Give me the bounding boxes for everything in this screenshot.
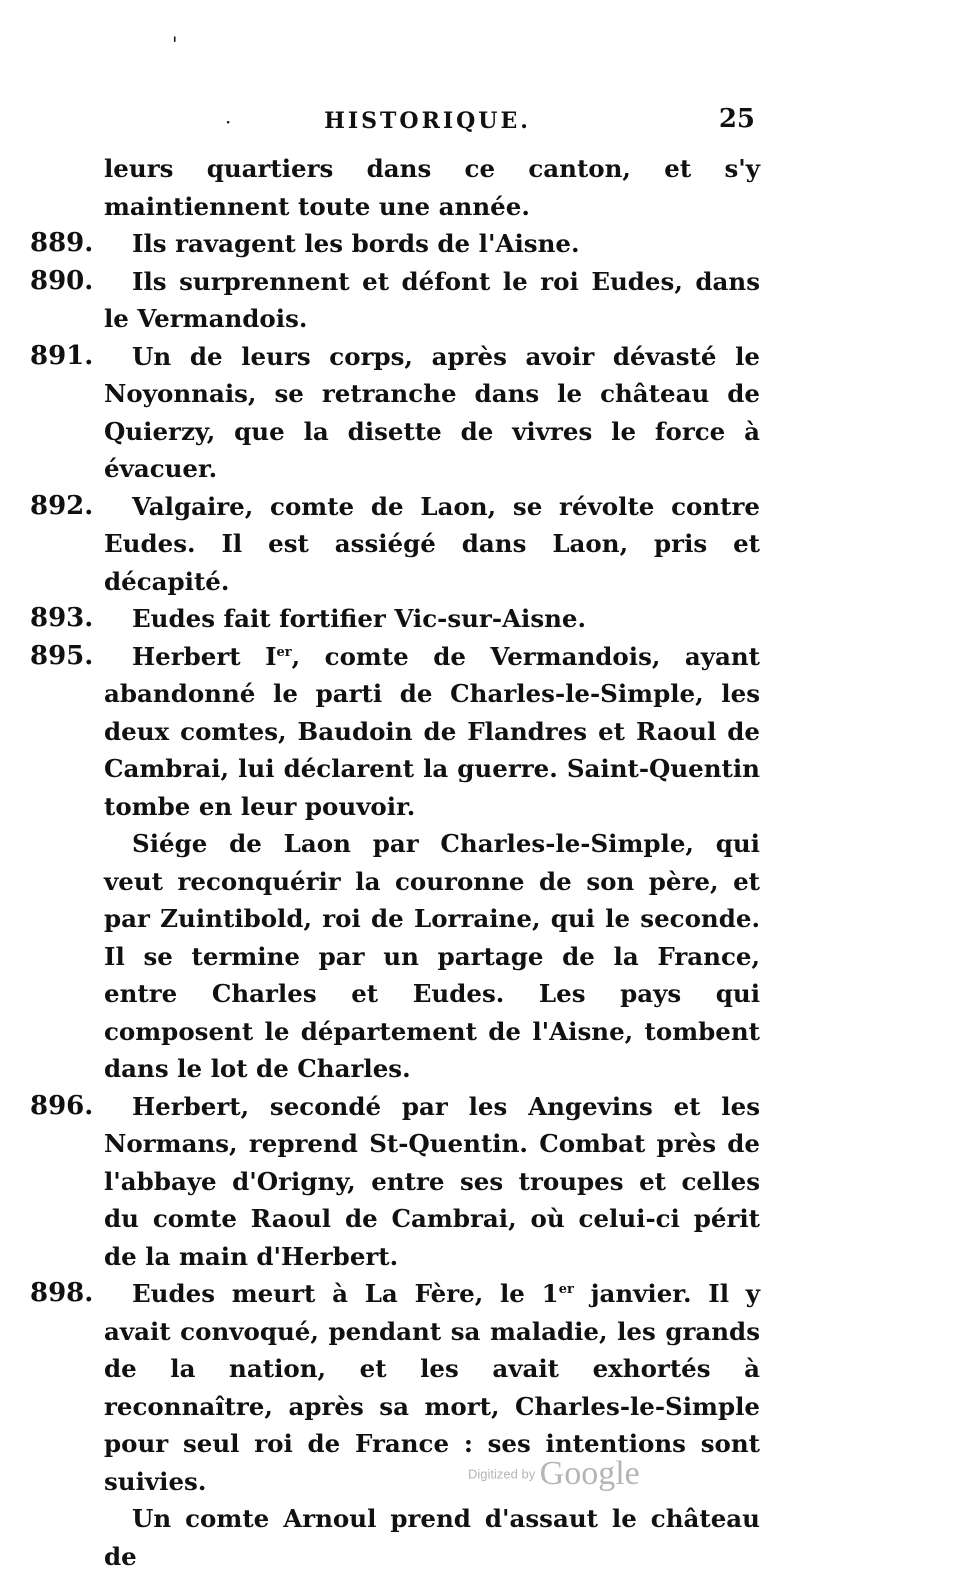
entry-text: Valgaire, comte de Laon, se révolte contre Eudes. Il est assiégé dans Laon, pris et décapité.: [104, 491, 760, 596]
entry-text: [104, 1275, 760, 1500]
entry-year: 889.: [30, 228, 94, 258]
entry-year: 896.: [30, 1090, 94, 1121]
digitized-watermark: [468, 1455, 640, 1493]
chronology-entry: [30, 1088, 760, 1276]
entry-text: Siége de Laon par Charles-le-Simple, qui veut reconquérir la couronne de son père, et par Zuintibold, roi de Lorraine, qui le seconde. Il se termine par un partage de la France, entre Charles et Eudes. Les pays qui composent le département de l'Aisne, tombent dans le lot de Charles.: [104, 829, 760, 1083]
page-speck: ': [172, 32, 178, 56]
digitized-label: Digitized by: [468, 1466, 536, 1482]
entry-text: Herbert, secondé par les Angevins et les Normans, reprend St-Quentin. Combat près de l'abbaye d'Origny, entre ses troupes et celles du comte Raoul de Cambrai, où celui-ci périt de la main d'Herbert.: [104, 1091, 760, 1271]
entry-year: 890.: [30, 265, 94, 296]
entry-continuation: [30, 150, 760, 225]
chronology-entry: [30, 225, 760, 263]
entry-text: Un de leurs corps, après avoir dévasté le Noyonnais, se retranche dans le château de Quierzy, que la disette de vivres le force à évacuer.: [104, 341, 760, 483]
entry-paragraph: [30, 1500, 760, 1575]
entry-text: Ils surprennent et défont le roi Eudes, dans le Vermandois.: [104, 266, 760, 333]
chronology-entry: [30, 263, 760, 338]
entry-text: [104, 638, 760, 826]
google-logo: Google: [539, 1455, 640, 1492]
entry-text: Un comte Arnoul prend d'assaut le château de: [104, 1504, 760, 1571]
running-head: [100, 104, 755, 138]
entry-text-part: janvier. Il y avait convoqué, pendant sa maladie, les grands de la nation, et les avait exhortés à reconnaître, après sa mort, Charles-le-Simple pour seul roi de France : ses intentions sont suivies.: [104, 1279, 761, 1496]
entry-text: Ils ravagent les bords de l'Aisne.: [132, 229, 580, 258]
ordinal-superscript: er: [558, 1281, 574, 1297]
ordinal-superscript: er: [276, 644, 292, 660]
entry-paragraph: [30, 825, 760, 1088]
entry-text-part: , comte de Vermandois, ayant abandonné le parti de Charles-le-Simple, les deux comtes, Baudoin de Flandres et Raoul de Cambrai, lui déclarent la guerre. Saint-Quentin tombe en leur pouvoir.: [104, 641, 760, 821]
entry-year: 893.: [30, 603, 94, 633]
entry-year: 891.: [30, 340, 94, 371]
entry-year: 892.: [30, 490, 94, 521]
chronology-entry: [30, 600, 760, 638]
chronology-entry: [30, 1275, 760, 1500]
running-title: HISTORIQUE.: [324, 108, 531, 134]
entry-year: 898.: [30, 1278, 94, 1308]
chronology-entry: [30, 638, 760, 826]
entry-year: 895.: [30, 640, 94, 671]
entry-text: leurs quartiers dans ce canton, et s'y maintiennent toute une année.: [104, 154, 760, 221]
entry-text-part: Eudes meurt à La Fère, le 1: [132, 1279, 559, 1308]
chronology-entry: [30, 338, 760, 488]
entry-text-part: Herbert I: [132, 641, 277, 671]
body-text: [30, 150, 760, 1575]
page-number: 25: [718, 104, 755, 134]
entry-text: Eudes fait fortifier Vic-sur-Aisne.: [132, 604, 587, 633]
chronology-entry: [30, 488, 760, 601]
page-speck: ·: [225, 110, 232, 134]
